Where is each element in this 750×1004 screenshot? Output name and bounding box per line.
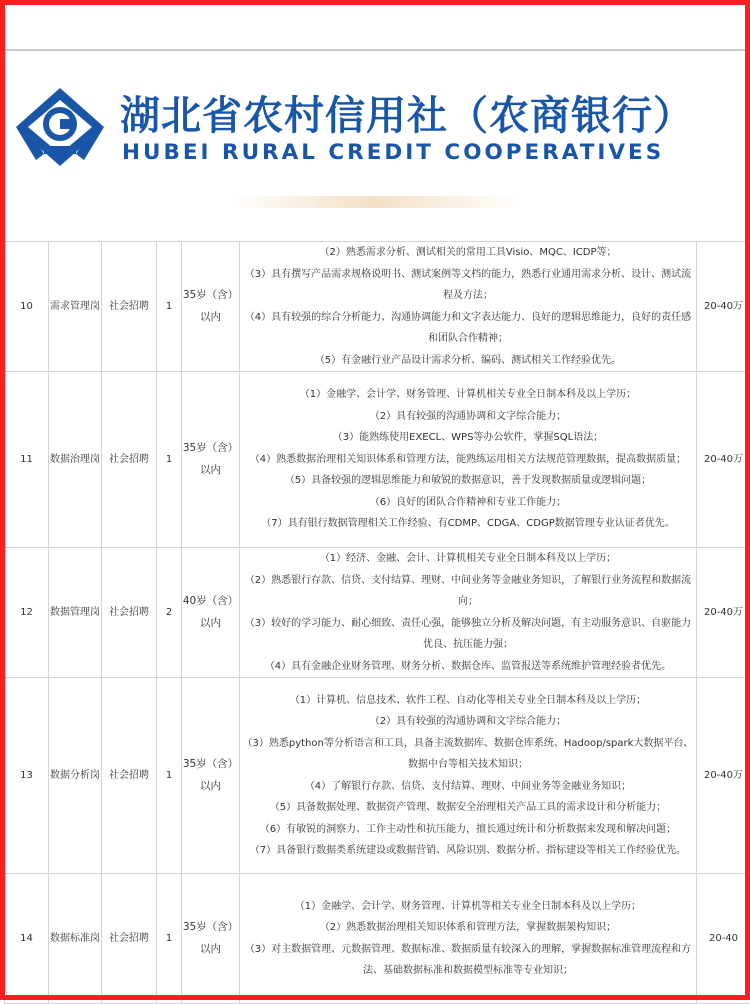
table-row (5, 678, 750, 874)
bank-title-en: HUBEI RURAL CREDIT COOPERATIVES (122, 140, 664, 165)
headcount: 2 (157, 548, 182, 678)
requirement-line: （3）对主数据管理、元数据管理、数据标准、数据质量有较深入的理解，掌握数据标准管理流程和方法、基础数据标准和数据模型标准等专业知识； (240, 939, 696, 982)
position-name: 数据治理岗 (49, 372, 102, 548)
requirement-line: （5）有金融行业产品设计需求分析、编码、测试相关工作经验优先。 (240, 350, 696, 372)
requirement-line: （6）良好的团队合作精神和专业工作能力； (240, 492, 696, 514)
headcount: 1 (157, 874, 182, 1004)
salary-range: 20-40万 (697, 242, 750, 372)
table-row (5, 372, 750, 548)
age-limit: 40岁（含）以内 (182, 548, 240, 678)
requirement-line: （4）具有金融企业财务管理、财务分析、数据仓库、监管报送等系统维护管理经验者优先。 (240, 656, 696, 678)
requirement-line: （3）能熟练使用EXECL、WPS等办公软件，掌握SQL语法； (240, 427, 696, 449)
age-limit: 35岁（含）以内 (182, 242, 240, 372)
salary-range: 20-40万 (697, 372, 750, 548)
salary-range: 20-40 (697, 874, 750, 1004)
salary-range: 20-40万 (697, 678, 750, 874)
requirement-line: （2）具有较强的沟通协调和文字综合能力； (240, 406, 696, 428)
bank-title-cn: 湖北省农村信用社（农商银行） (120, 84, 694, 141)
table-row (5, 242, 750, 372)
age-limit: 35岁（含）以内 (182, 678, 240, 874)
requirement-line: （1）金融学、会计学、财务管理、计算机等相关专业全日制本科及以上学历； (240, 896, 696, 918)
requirement-line: （5）具备较强的逻辑思维能力和敏锐的数据意识，善于发现数据质量或逻辑问题； (240, 470, 696, 492)
requirement-line: （2）熟悉需求分析、测试相关的常用工具Visio、MQC、ICDP等； (240, 242, 696, 264)
requirement-line: （3）具有撰写产品需求规格说明书、测试案例等文档的能力，熟悉行业通用需求分析、设计、测试流程及方法； (240, 264, 696, 307)
requirement-line: （7）具有银行数据管理相关工作经验、有CDMP、CDGA、CDGP数据管理专业认证者优先。 (240, 513, 696, 535)
requirement-line: （3）较好的学习能力、耐心细致、责任心强，能够独立分析及解决问题，有主动服务意识、自驱能力优良、抗压能力强； (240, 613, 696, 656)
requirement-line: （4）了解银行存款、信贷、支付结算、理财、中间业务等金融业务知识； (240, 776, 696, 798)
requirements-cell (240, 372, 697, 548)
requirement-line: （1）金融学、会计学、财务管理、计算机相关专业全日制本科及以上学历； (240, 384, 696, 406)
requirement-line: （6）有敏锐的洞察力、工作主动性和抗压能力，擅长通过统计和分析数据来发现和解决问题； (240, 819, 696, 841)
headcount: 1 (157, 372, 182, 548)
recruit-type: 社会招聘 (102, 678, 157, 874)
recruit-type: 社会招聘 (102, 548, 157, 678)
requirement-line: （2）具有较强的沟通协调和文字综合能力； (240, 711, 696, 733)
headcount: 1 (157, 242, 182, 372)
recruit-type: 社会招聘 (102, 874, 157, 1004)
requirement-line: （4）具有较强的综合分析能力、沟通协调能力和文字表达能力、良好的逻辑思维能力，良好的责任感和团队合作精神； (240, 307, 696, 350)
recruit-type: 社会招聘 (102, 372, 157, 548)
requirement-line: （4）熟悉数据治理相关知识体系和管理方法，能熟练运用相关方法规范管理数据，提高数据质量； (240, 449, 696, 471)
hubei-rcc-logo-icon (14, 86, 106, 168)
requirements-cell (240, 242, 697, 372)
age-limit: 35岁（含）以内 (182, 372, 240, 548)
requirements-cell (240, 678, 697, 874)
requirement-line: （5）具备数据处理、数据资产管理、数据安全治理相关产品工具的需求设计和分析能力； (240, 797, 696, 819)
row-number: 11 (5, 372, 49, 548)
table-row (5, 874, 750, 1004)
table-row (5, 548, 750, 678)
requirement-line: （2）熟悉银行存款、信贷、支付结算、理财、中间业务等金融业务知识，了解银行业务流程和数据流向； (240, 570, 696, 613)
position-name: 数据标准岗 (49, 874, 102, 1004)
row-number: 12 (5, 548, 49, 678)
job-table (4, 241, 750, 1004)
headcount: 1 (157, 678, 182, 874)
requirement-line: （1）经济、金融、会计、计算机相关专业全日制本科及以上学历； (240, 548, 696, 570)
requirement-line: （7）具备银行数据类系统建设或数据营销、风险识别、数据分析、指标建设等相关工作经验优先。 (240, 840, 696, 862)
requirements-cell (240, 548, 697, 678)
header-fade-strip (230, 196, 520, 208)
recruit-type: 社会招聘 (102, 242, 157, 372)
position-name: 需求管理岗 (49, 242, 102, 372)
position-name: 数据分析岗 (49, 678, 102, 874)
requirement-line: （2）熟悉数据治理相关知识体系和管理方法，掌握数据架构知识； (240, 917, 696, 939)
row-number: 14 (5, 874, 49, 1004)
age-limit: 35岁（含）以内 (182, 874, 240, 1004)
requirements-cell (240, 874, 697, 1004)
top-divider (0, 49, 750, 51)
row-number: 10 (5, 242, 49, 372)
position-name: 数据管理岗 (49, 548, 102, 678)
salary-range: 20-40万 (697, 548, 750, 678)
row-number: 13 (5, 678, 49, 874)
requirement-line: （1）计算机、信息技术、软件工程、自动化等相关专业全日制本科及以上学历； (240, 690, 696, 712)
requirement-line: （3）熟悉python等分析语言和工具，具备主流数据库、数据仓库系统、Hadoop/spark大数据平台、数据中台等相关技术知识； (240, 733, 696, 776)
